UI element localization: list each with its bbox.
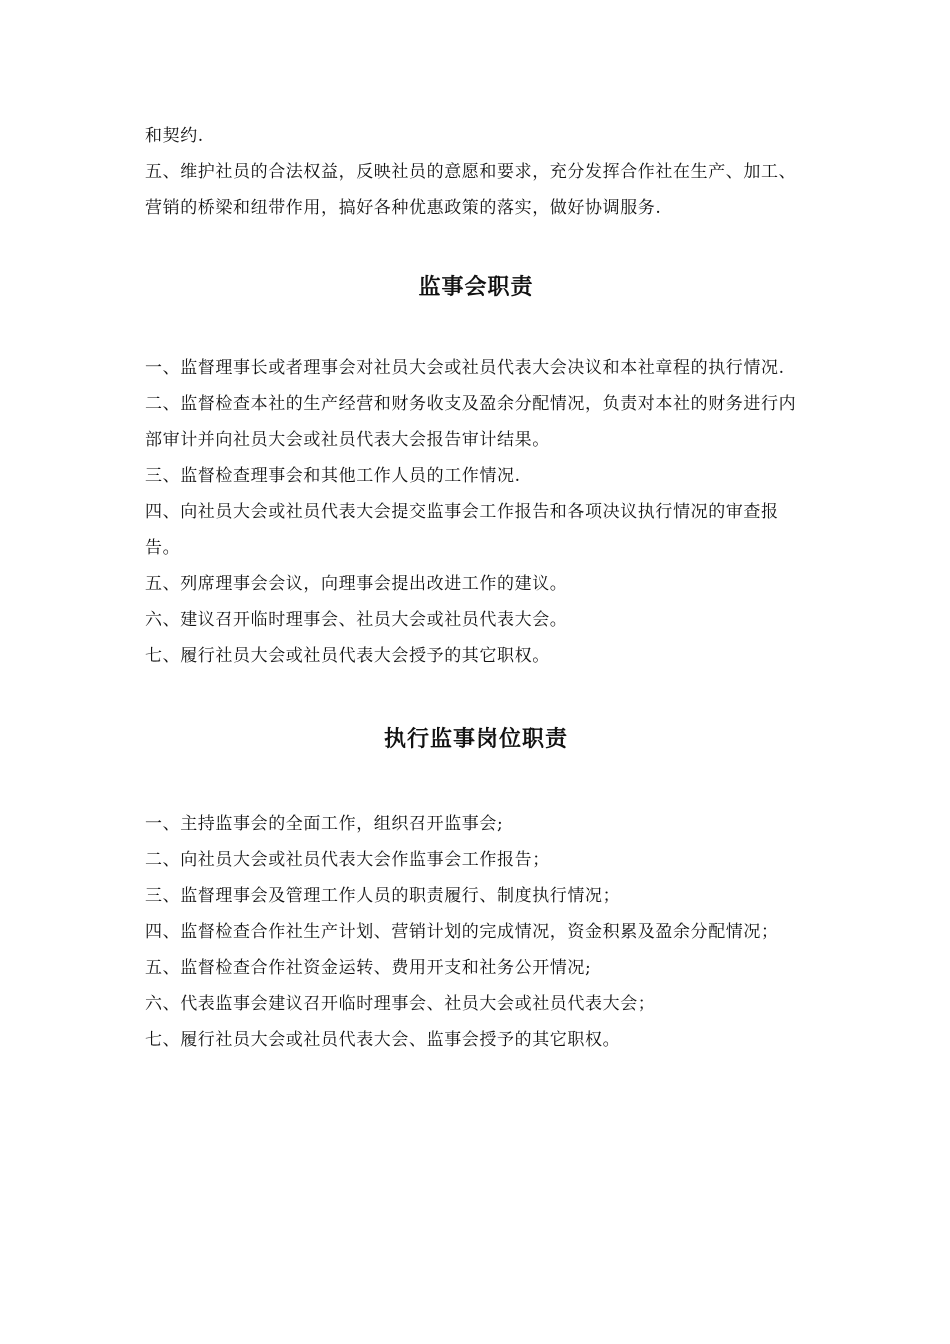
list-item: 一、监督理事长或者理事会对社员大会或社员代表大会决议和本社章程的执行情况.	[145, 358, 785, 378]
intro-paragraph-1: 和契约.	[145, 126, 204, 146]
list-item: 五、监督检查合作社资金运转、费用开支和社务公开情况;	[145, 958, 592, 978]
section-supervisory-board-list	[145, 350, 807, 674]
list-item: 四、监督检查合作社生产计划、营销计划的完成情况，资金积累及盈余分配情况；	[145, 922, 779, 942]
list-item: 二、向社员大会或社员代表大会作监事会工作报告；	[145, 850, 550, 870]
list-item: 二、监督检查本社的生产经营和财务收支及盈余分配情况，负责对本社的财务进行内部审计并向社员大会或社员代表大会报告审计结果。	[145, 394, 797, 450]
document-content	[145, 118, 807, 1058]
section-executive-supervisor-list	[145, 806, 807, 1058]
list-item: 七、履行社员大会或社员代表大会、监事会授予的其它职权。	[145, 1030, 621, 1050]
list-item: 六、建议召开临时理事会、社员大会或社员代表大会。	[145, 610, 568, 630]
list-item: 一、主持监事会的全面工作，组织召开监事会;	[145, 814, 504, 834]
list-item: 四、向社员大会或社员代表大会提交监事会工作报告和各项决议执行情况的审查报告。	[145, 502, 779, 558]
intro-paragraph-2: 五、维护社员的合法权益，反映社员的意愿和要求，充分发挥合作社在生产、加工、营销的桥梁和纽带作用，搞好各种优惠政策的落实，做好协调服务.	[145, 162, 797, 218]
list-item: 三、监督检查理事会和其他工作人员的工作情况.	[145, 466, 521, 486]
section-title-executive-supervisor: 执行监事岗位职责	[383, 726, 568, 752]
list-item: 六、代表监事会建议召开临时理事会、社员大会或社员代表大会；	[145, 994, 656, 1014]
list-item: 五、列席理事会会议，向理事会提出改进工作的建议。	[145, 574, 568, 594]
section-title-supervisory-board: 监事会职责	[418, 274, 534, 300]
intro-block	[145, 118, 807, 226]
list-item: 三、监督理事会及管理工作人员的职责履行、制度执行情况；	[145, 886, 621, 906]
list-item: 七、履行社员大会或社员代表大会授予的其它职权。	[145, 646, 550, 666]
